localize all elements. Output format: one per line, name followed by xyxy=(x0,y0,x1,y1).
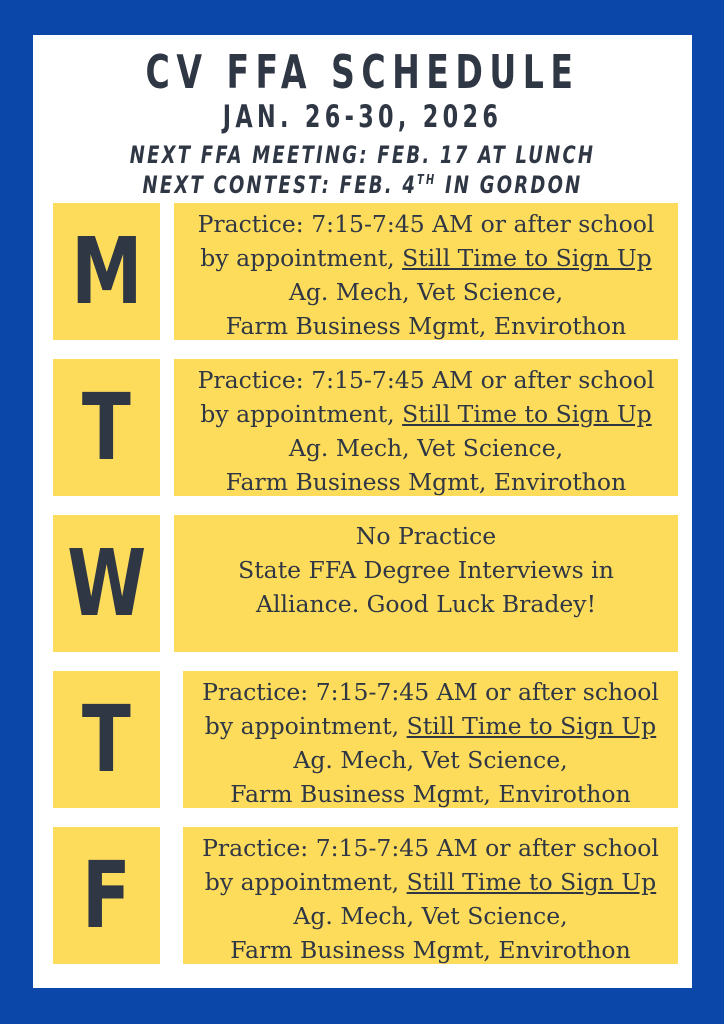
box-line: No Practice xyxy=(355,522,497,550)
box-line: by appointment, Still Time to Sign Up xyxy=(204,712,657,740)
page-title: CV FFA SCHEDULE xyxy=(145,45,580,99)
box-line: State FFA Degree Interviews in xyxy=(238,556,614,584)
box-line: Practice: 7:15-7:45 AM or after school xyxy=(202,834,659,862)
box-line: Ag. Mech, Vet Science, xyxy=(293,746,568,774)
next-meeting: NEXT FFA MEETING: FEB. 17 AT LUNCH xyxy=(129,141,596,169)
box-line: Practice: 7:15-7:45 AM or after school xyxy=(197,210,655,238)
sign-up-link[interactable]: Still Time to Sign Up xyxy=(406,712,657,740)
sign-up-link[interactable]: Still Time to Sign Up xyxy=(402,400,652,428)
box-line: Ag. Mech, Vet Science, xyxy=(288,278,564,306)
box-line: Practice: 7:15-7:45 AM or after school xyxy=(202,678,659,706)
box-line: by appointment, Still Time to Sign Up xyxy=(200,244,652,272)
box-line: Alliance. Good Luck Bradey! xyxy=(255,590,597,618)
box-line: by appointment, Still Time to Sign Up xyxy=(204,868,657,896)
day-letter-friday: F xyxy=(53,827,160,964)
day-box-thursday xyxy=(183,671,678,808)
box-line: Ag. Mech, Vet Science, xyxy=(293,902,568,930)
day-box-monday xyxy=(174,203,678,340)
day-letter-wednesday: W xyxy=(53,515,160,652)
contest-sup: TH xyxy=(417,173,437,188)
contest-prefix: NEXT CONTEST: FEB. 4 xyxy=(142,171,418,199)
box-line: Farm Business Mgmt, Envirothon xyxy=(225,312,627,340)
day-letter-thursday: T xyxy=(53,671,160,808)
day-box-wednesday xyxy=(174,515,678,652)
day-box-friday xyxy=(183,827,678,964)
schedule-frame xyxy=(33,35,692,988)
box-line: Farm Business Mgmt, Envirothon xyxy=(225,468,627,496)
day-letter-monday: M xyxy=(53,203,160,340)
box-line: Farm Business Mgmt, Envirothon xyxy=(230,780,631,808)
box-line: by appointment, Still Time to Sign Up xyxy=(200,400,652,428)
sign-up-link[interactable]: Still Time to Sign Up xyxy=(402,244,652,272)
box-line: Ag. Mech, Vet Science, xyxy=(288,434,564,462)
contest-suffix: IN GORDON xyxy=(436,171,583,199)
date-range: JAN. 26-30, 2026 xyxy=(222,99,503,135)
sign-up-link[interactable]: Still Time to Sign Up xyxy=(406,868,657,896)
box-line: Farm Business Mgmt, Envirothon xyxy=(230,936,631,964)
day-box-tuesday xyxy=(174,359,678,496)
box-line: Practice: 7:15-7:45 AM or after school xyxy=(197,366,655,394)
day-letter-tuesday: T xyxy=(53,359,160,496)
next-contest xyxy=(115,171,609,199)
